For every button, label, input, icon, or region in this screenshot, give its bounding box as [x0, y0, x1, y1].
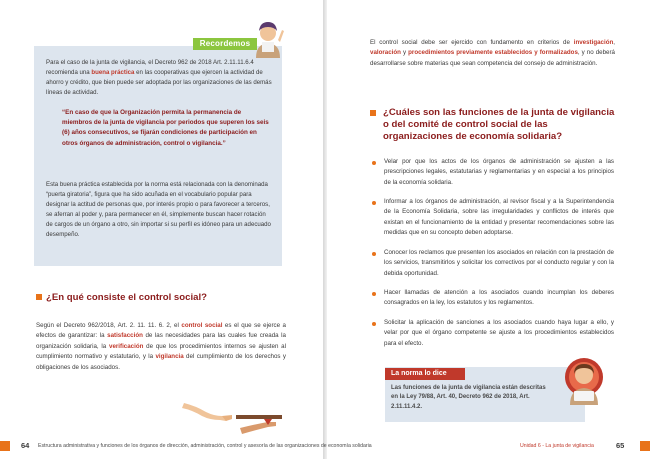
function-bullet-3: Conocer los reclamos que presenten los asociados en relación con la prestación de los servicios, transmitirlos y solicitar los correctivos por el conducto regular y con la debida oportunidad. [384, 249, 614, 277]
bullet-dot-icon [372, 252, 376, 256]
bullet-dot-icon [372, 292, 376, 296]
recordemos-tag: Recordemos [193, 38, 257, 50]
control-social-paragraph: Según el Decreto 962/2018, Art. 2. 11. 11. 6. 2, el control social es el que se ejerce a efectos de garantizar: la satisfacción de las necesidades para las cuales fue creada la organización solidaria, la verificación de que los procedimientos internos se ajusten al cumplimiento normativo y estatutario, y la vigilancia del cumplimiento de los derechos y obligaciones de los asociados. [36, 322, 286, 371]
function-bullet-2: Informar a los órganos de administración, al revisor fiscal y a la Superintendencia de la Economía Solidaria, sobre las irregularidades y conflictos de interés que existan en el funcionamiento de la entidad y presentar recomendaciones sobre las medidas que en su concepto deben adoptarse. [384, 198, 614, 237]
function-bullet-4: Hacer llamadas de atención a los asociados cuando incumplan los deberes consagrados en la ley, los estatutos y los reglamentos. [384, 289, 614, 307]
left-footer-bar [0, 441, 10, 451]
hands-illustration [176, 398, 286, 438]
right-footer-unit: Unidad 6 - La junta de vigilancia [520, 443, 594, 449]
bullet-dot-icon [372, 322, 376, 326]
recordemos-paragraph-1: Para el caso de la junta de vigilancia, el Decreto 962 de 2018 Art. 2.11.11.6.4 recomienda una buena práctica en las cooperativas que ejercen la actividad de ahorro y crédito, que bien puede ser adoptada por las organizaciones de las demás líneas de actividad. [46, 59, 272, 97]
woman-reading-icon [562, 355, 604, 405]
function-bullet-5: Solicitar la aplicación de sanciones a los asociados cuando haya lugar a ello, y velar por que el órgano competente se ajuste a los procedimientos establecidos para el efecto. [384, 319, 614, 347]
right-footer-bar [640, 441, 650, 451]
left-footer-text: Estructura administrativa y funciones de los órganos de dirección, administración, control y asesoría de las organizaciones de economía solidaria [38, 443, 372, 449]
section-square-icon [36, 294, 42, 300]
recordemos-quote: “En caso de que la Organización permita la permanencia de miembros de la junta de vigilancia por periodos que superen los seis (6) años consecutivos, se fijarán condiciones de participación en otros órganos de administración, control o vigilancia.” [62, 109, 269, 147]
buena-practica-highlight: buena práctica [91, 69, 135, 77]
bullet-dot-icon [372, 161, 376, 165]
right-intro-paragraph: El control social debe ser ejercido con fundamento en criterios de investigación, valoración y procedimientos previamente establecidos y formalizados, y no deberá desarrollarse sobre materias que sean competencia del consejo de administración. [370, 39, 615, 67]
unit-label: Unidad 6 [520, 443, 541, 449]
right-section-heading: ¿Cuáles son las funciones de la junta de vigilancia o del comité de control social de las organizaciones de economía solidaria? [370, 107, 620, 143]
norma-text: Las funciones de la junta de vigilancia están descritas en la Ley 79/88, Art. 40, Decreto 962 de 2018, Art. 2.11.11.4.2. [391, 385, 546, 410]
section-square-icon [370, 110, 376, 116]
recordemos-paragraph-2: Esta buena práctica establecida por la norma está relacionada con la denominada “puerta giratoria”, figura que ha sido acuñada en el vocabulario popular para designar la actitud de personas que, por interés propio o para favorecer a terceros, se aferran al poder y, para permanecer en él, simplemente buscan hacer rotación de cargos de un órgano a otro, sin importar si su perfil es idóneo para un adecuado desempeño. [46, 181, 271, 239]
unit-topic: La junta de vigilancia [545, 443, 594, 449]
left-section-heading: ¿En qué consiste el control social? [36, 292, 207, 303]
norma-tag: La norma lo dice [385, 368, 465, 380]
right-page-number: 65 [616, 441, 625, 450]
bullet-dot-icon [372, 201, 376, 205]
function-bullet-1: Velar por que los actos de los órganos de administración se ajusten a las prescripciones legales, estatutarias y reglamentarias y en especial a los principios de la economía solidaria. [384, 158, 614, 186]
left-page-number: 64 [21, 441, 30, 450]
